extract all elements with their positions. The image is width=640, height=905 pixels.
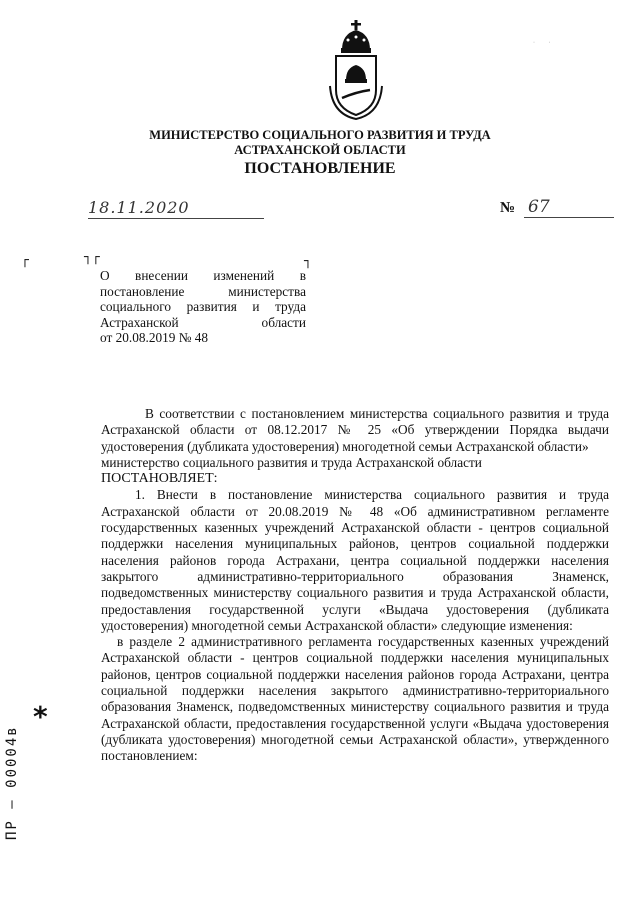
paragraph-section-2: в разделе 2 административного регламента государственных казенных учреждений Астраханской области - центров социальной поддержки населения муниципальных районов, центров социальной поддержки населения районов города Астрахани, центра социальной поддержки населения закрытого административно-территориального образования Знаменск, подведомственных министерству социального развития и труда Астраханской области, предоставления государственной услуги «Выдача удостоверения (дубликата удостоверения) многодетной семьи Астраханской области», утвержденного постановлением: <box>101 634 609 764</box>
number-handwritten: 67 <box>528 197 550 217</box>
subject-line-3: социального развития и труда <box>100 299 306 314</box>
subject-line-4: Астраханской области <box>100 314 306 330</box>
margin-asterisk: * <box>33 700 48 733</box>
subject-line-1: О внесении изменений в <box>100 268 306 283</box>
paragraph-issuer: министерство социального развития и труда Астраханской области <box>101 454 482 470</box>
number-label: № <box>500 200 516 216</box>
paragraph-preamble: В соответствии с постановлением министерства социального развития и труда Астраханской области от 08.12.2017 № 25 «Об утверждении Порядка выдачи удостоверения (дубликата удостоверения) многодетной семьи Астраханской области» <box>101 406 609 454</box>
corner-bracket-left: ┌ <box>21 253 29 268</box>
coat-of-arms-emblem <box>328 20 384 120</box>
registry-code-vertical: ПР – 00004в <box>4 725 20 840</box>
paragraph-resolves: ПОСТАНОВЛЯЕТ: <box>101 471 218 487</box>
document-number <box>524 197 614 218</box>
subject-line-2: постановление министерства <box>100 283 306 299</box>
ministry-name-line1: МИНИСТЕРСТВО СОЦИАЛЬНОГО РАЗВИТИЯ И ТРУДА <box>149 128 491 142</box>
document-date <box>88 198 264 219</box>
subject-line-5: от 20.08.2019 № 48 <box>100 330 209 345</box>
date-handwritten: 18.11.2020 <box>88 198 190 217</box>
paragraph-item-1: 1. Внести в постановление министерства социального развития и труда Астраханской области от 20.08.2019 № 48 «Об административном регламенте государственных казенных учреждений Астраханской области - центров социальной поддержки населения муниципальных районов, центров социальной поддержки населения районов города Астрахани, центра социальной поддержки населения закрытого административно-территориального образования Знаменск, подведомственных министерству социального развития и труда Астраханской области, предоставления государственной услуги «Выдача удостоверения (дубликата удостоверения) многодетной семьи Астраханской области» следующие изменения: <box>101 487 609 633</box>
document-subject <box>100 268 306 346</box>
ministry-name-line2: АСТРАХАНСКОЙ ОБЛАСТИ <box>234 143 406 157</box>
astrakhan-coat-of-arms-icon <box>328 20 384 120</box>
document-type-title: ПОСТАНОВЛЕНИЕ <box>244 160 396 177</box>
corner-bracket-right-top: ┐┌ <box>84 250 100 265</box>
document-body <box>101 406 609 765</box>
scan-noise: · · <box>533 40 557 46</box>
corner-bracket-end: ┐ <box>304 254 312 269</box>
